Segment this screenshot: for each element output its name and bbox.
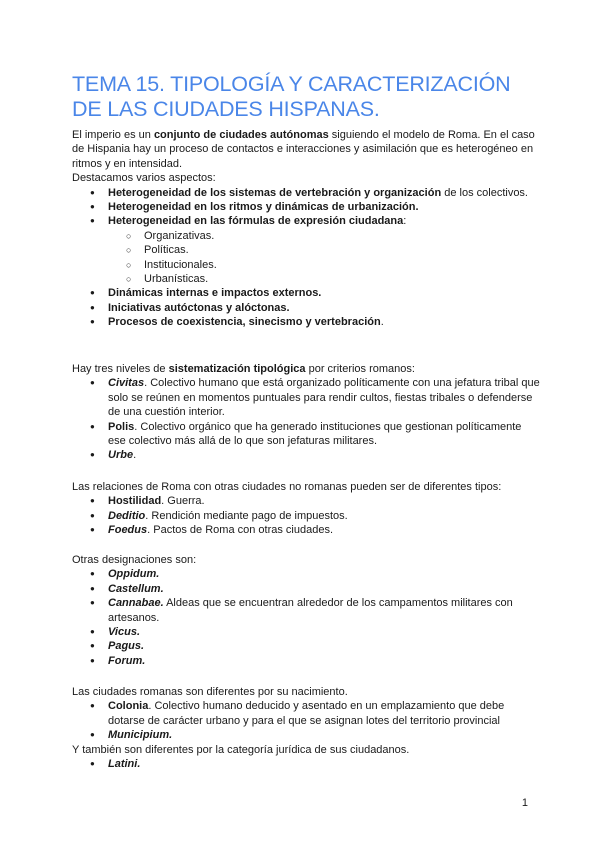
list-item: ● Heterogeneidad en los ritmos y dinámicas de urbanización. [72, 200, 542, 214]
page-title: TEMA 15. TIPOLOGÍA Y CARACTERIZACIÓN DE LAS CIUDADES HISPANAS. [72, 72, 511, 121]
list-item: ● Pagus. [72, 639, 542, 653]
list-item: ● Latini. [72, 757, 542, 771]
page-number: 1 [521, 797, 528, 809]
intro-paragraph: El imperio es un conjunto de ciudades autónomas siguiendo el modelo de Roma. En el caso de Hispania hay un proceso de contactos e interacciones y asimilación que es heterogéneo en ritmos y en intensidad. [72, 129, 535, 170]
list-item: ● Urbe. [72, 448, 542, 462]
list-item: ● Vicus. [72, 625, 542, 639]
designaciones-section [72, 553, 542, 668]
list-item: ● Hostilidad. Guerra. [72, 494, 542, 508]
nacimiento-intro: Las ciudades romanas son diferentes por su nacimiento. [72, 686, 348, 698]
list-item: ● Deditio. Rendición mediante pago de impuestos. [72, 509, 542, 523]
sub-list-item: ○ Institucionales. [72, 258, 542, 272]
niveles-intro: Hay tres niveles de sistematización tipológica por criterios romanos: [72, 363, 415, 375]
designaciones-list [72, 567, 542, 668]
nacimiento-section [72, 685, 542, 771]
intro-section [72, 128, 542, 330]
relaciones-list [72, 494, 542, 537]
list-item: ● Procesos de coexistencia, sinecismo y vertebración. [72, 315, 542, 329]
list-item: ● Colonia. Colectivo humano deducido y asentado en un emplazamiento que debe dotarse de carácter urbano y para el que se asignan lotes del territorio provincial [72, 699, 542, 728]
categoria-list [72, 757, 542, 771]
designaciones-intro: Otras designaciones son: [72, 554, 197, 566]
list-item: ● Oppidum. [72, 567, 542, 581]
list-item: ● Civitas. Colectivo humano que está organizado políticamente con una jefatura tribal que solo se reúnen en momentos puntuales para rendir cultos, fiestas tribales o defenderse de una cuestión interior. [72, 376, 542, 419]
niveles-list [72, 376, 542, 462]
list-item: ● Forum. [72, 654, 542, 668]
sub-list-item: ○ Organizativas. [72, 229, 542, 243]
list-item: ● Castellum. [72, 582, 542, 596]
list-item: ● Cannabae. Aldeas que se encuentran alrededor de los campamentos militares con artesanos. [72, 596, 542, 625]
relaciones-section [72, 480, 542, 538]
sub-list-item: ○ Urbanísticas. [72, 272, 542, 286]
list-item: ● Foedus. Pactos de Roma con otras ciudades. [72, 523, 542, 537]
nacimiento-list [72, 699, 542, 742]
list-item: ● Polis. Colectivo orgánico que ha generado instituciones que gestionan políticamente ese colectivo más allá de lo que son jefaturas militares. [72, 420, 542, 449]
relaciones-intro: Las relaciones de Roma con otras ciudades no romanas pueden ser de diferentes tipos: [72, 481, 502, 493]
list-item: ● Municipium. [72, 728, 542, 742]
list-item: ● Dinámicas internas e impactos externos. [72, 286, 542, 300]
aspects-intro: Destacamos varios aspectos: [72, 172, 216, 185]
sub-list-item: ○ Políticas. [72, 243, 542, 257]
list-item: ● Heterogeneidad de los sistemas de vertebración y organización de los colectivos. [72, 186, 542, 200]
niveles-section [72, 362, 542, 463]
list-item: ● Heterogeneidad en las fórmulas de expresión ciudadana: [72, 214, 542, 228]
categoria-paragraph: Y también son diferentes por la categoría jurídica de sus ciudadanos. [72, 743, 410, 756]
aspects-list [72, 186, 542, 330]
list-item: ● Iniciativas autóctonas y alóctonas. [72, 301, 542, 315]
